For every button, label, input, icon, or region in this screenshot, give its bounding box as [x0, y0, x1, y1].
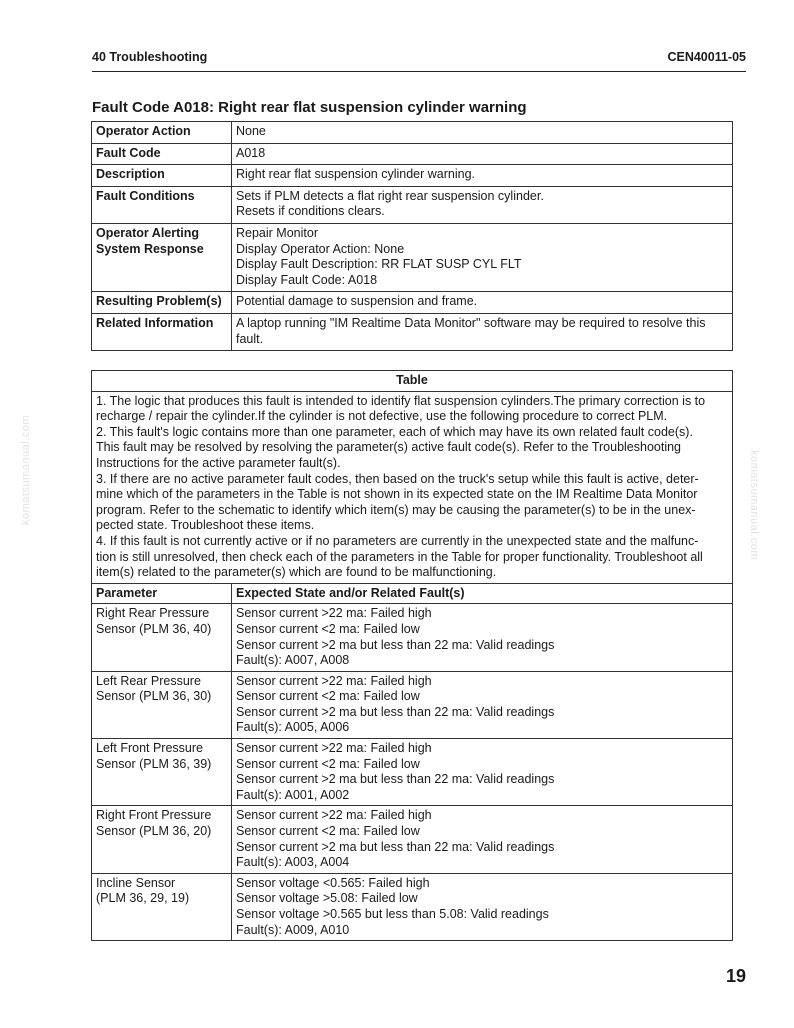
instruction-line: item(s) related to the parameter(s) which are found to be malfunctioning.: [96, 565, 497, 580]
parameter-line: (PLM 36, 29, 19): [96, 891, 190, 906]
expected-states: [232, 806, 733, 873]
document-code: CEN40011-05: [667, 50, 746, 64]
column-header-expected-state: Expected State and/or Related Fault(s): [232, 583, 733, 604]
value-line: A laptop running "IM Realtime Data Monitor" software may be required to resolve this: [236, 315, 706, 330]
parameter-line: Right Front Pressure: [96, 808, 212, 823]
instruction-line: pected state. Troubleshoot these items.: [96, 518, 315, 533]
value-line: None: [236, 124, 266, 138]
state-line: Sensor current >2 ma but less than 22 ma: Valid readings: [236, 637, 555, 652]
watermark-right: komatsumanual.com: [748, 450, 760, 560]
instruction-line: mine which of the parameters in the Table is not shown in its expected state on the IM Realtime Data Monitor: [96, 487, 698, 502]
instruction-line: recharge / repair the cylinder.If the cylinder is not defective, use the following procedure to correct PLM.: [96, 409, 668, 424]
fault-field-value: [232, 313, 733, 350]
parameter-line: Sensor (PLM 36, 20): [96, 824, 212, 839]
state-line: Sensor current <2 ma: Failed low: [236, 689, 420, 704]
column-header-parameter: Parameter: [92, 583, 232, 604]
table-caption-row: [92, 371, 733, 392]
instruction-line: tion is still unresolved, then check each of the parameters in the Table for proper functionality. Troubleshoot all: [96, 549, 703, 564]
fault-field-label: Related Information: [92, 313, 232, 350]
fault-field-label: Fault Conditions: [92, 186, 232, 223]
instruction-line: program. Refer to the schematic to identify which item(s) may be causing the parameter(s) to be in the unex-: [96, 502, 696, 517]
instructions-row: [92, 391, 733, 583]
fault-field-label: Resulting Problem(s): [92, 292, 232, 314]
state-line: Sensor current >2 ma but less than 22 ma: Valid readings: [236, 839, 555, 854]
page-number: 19: [725, 966, 746, 986]
parameter-row: [92, 604, 733, 671]
parameter-row: [92, 873, 733, 940]
value-line: A018: [236, 145, 266, 160]
parameter-name: [92, 806, 232, 873]
parameter-line: Left Rear Pressure: [96, 673, 201, 688]
parameter-name: [92, 739, 232, 806]
parameter-line: Sensor (PLM 36, 39): [96, 756, 212, 771]
state-line: Sensor voltage >5.08: Failed low: [236, 891, 418, 906]
fault-field-value: [232, 122, 733, 144]
parameter-line: Sensor (PLM 36, 40): [96, 621, 212, 636]
instruction-line: 1. The logic that produces this fault is intended to identify flat suspension cylinders.The primary correction is to: [96, 393, 706, 408]
parameter-row: [92, 739, 733, 806]
fault-table-row: [92, 122, 733, 144]
state-line: Sensor current >22 ma: Failed high: [236, 606, 432, 621]
state-line: Sensor current <2 ma: Failed low: [236, 824, 420, 839]
state-line: Sensor voltage >0.565 but less than 5.08: Valid readings: [236, 907, 549, 921]
value-line: Right rear flat suspension cylinder warning.: [236, 167, 476, 182]
section-title: 40 Troubleshooting: [92, 50, 208, 64]
state-line: Sensor current <2 ma: Failed low: [236, 621, 420, 636]
fault-title: Fault Code A018: Right rear flat suspension cylinder warning: [92, 99, 527, 116]
instruction-line: This fault may be resolved by resolving the parameter(s) active fault code(s). Refer to the Troubleshooting: [96, 440, 682, 455]
page-header: [92, 50, 746, 64]
fault-field-label: Fault Code: [92, 143, 232, 165]
state-line: Fault(s): A005, A006: [236, 720, 350, 735]
value-line: Resets if conditions clears.: [236, 204, 385, 219]
value-line: Potential damage to suspension and frame.: [236, 294, 478, 309]
instruction-line: Instructions for the active parameter fault(s).: [96, 455, 341, 470]
state-line: Fault(s): A009, A010: [236, 922, 350, 937]
parameter-row: [92, 806, 733, 873]
state-line: Fault(s): A001, A002: [236, 787, 350, 802]
fault-table-row: [92, 223, 733, 291]
value-line: fault.: [236, 331, 264, 346]
column-header-row: [92, 583, 733, 604]
fault-field-value: [232, 186, 733, 223]
fault-table-row: [92, 313, 733, 350]
expected-states: [232, 604, 733, 671]
fault-field-label: Operator Alerting System Response: [92, 223, 232, 291]
troubleshooting-instructions: [92, 391, 733, 583]
state-line: Fault(s): A003, A004: [236, 855, 350, 870]
state-line: Sensor voltage <0.565: Failed high: [236, 875, 430, 890]
value-line: Display Fault Code: A018: [236, 272, 378, 287]
parameter-line: Sensor (PLM 36, 30): [96, 689, 212, 704]
value-line: Display Fault Description: RR FLAT SUSP CYL FLT: [236, 257, 522, 272]
fault-info-table: [91, 121, 733, 351]
state-line: Sensor current >22 ma: Failed high: [236, 808, 432, 823]
parameter-name: [92, 873, 232, 940]
state-line: Sensor current >22 ma: Failed high: [236, 673, 432, 688]
fault-field-value: [232, 165, 733, 187]
table-caption: Table: [92, 371, 733, 392]
parameter-row: [92, 671, 733, 738]
value-line: Repair Monitor: [236, 225, 318, 240]
parameter-name: [92, 671, 232, 738]
parameter-line: Left Front Pressure: [96, 741, 203, 756]
fault-table-row: [92, 292, 733, 314]
fault-field-value: [232, 292, 733, 314]
fault-field-label: Description: [92, 165, 232, 187]
fault-table-row: [92, 165, 733, 187]
state-line: Sensor current >2 ma but less than 22 ma: Valid readings: [236, 704, 555, 719]
parameter-line: Incline Sensor: [96, 875, 176, 890]
state-line: Sensor current >2 ma but less than 22 ma: Valid readings: [236, 772, 555, 787]
fault-field-label: Operator Action: [92, 122, 232, 144]
header-divider: [92, 71, 746, 72]
state-line: Fault(s): A007, A008: [236, 653, 350, 668]
value-line: Sets if PLM detects a flat right rear suspension cylinder.: [236, 188, 544, 203]
parameter-table: [91, 370, 733, 941]
value-line: Display Operator Action: None: [236, 241, 405, 256]
fault-field-value: [232, 223, 733, 291]
instruction-line: 3. If there are no active parameter fault codes, then based on the truck's setup while this fault is active, deter-: [96, 471, 699, 486]
fault-field-value: [232, 143, 733, 165]
parameter-line: Right Rear Pressure: [96, 606, 210, 621]
instruction-line: 2. This fault's logic contains more than one parameter, each of which may have its own related fault code(s).: [96, 424, 693, 439]
parameter-name: [92, 604, 232, 671]
expected-states: [232, 873, 733, 940]
expected-states: [232, 739, 733, 806]
state-line: Sensor current >22 ma: Failed high: [236, 741, 432, 756]
instruction-line: 4. If this fault is not currently active or if no parameters are currently in the unexpected state and the malfunc-: [96, 533, 699, 548]
state-line: Sensor current <2 ma: Failed low: [236, 756, 420, 771]
watermark-left: komatsumanual.com: [20, 415, 32, 525]
fault-table-row: [92, 186, 733, 223]
fault-table-row: [92, 143, 733, 165]
expected-states: [232, 671, 733, 738]
